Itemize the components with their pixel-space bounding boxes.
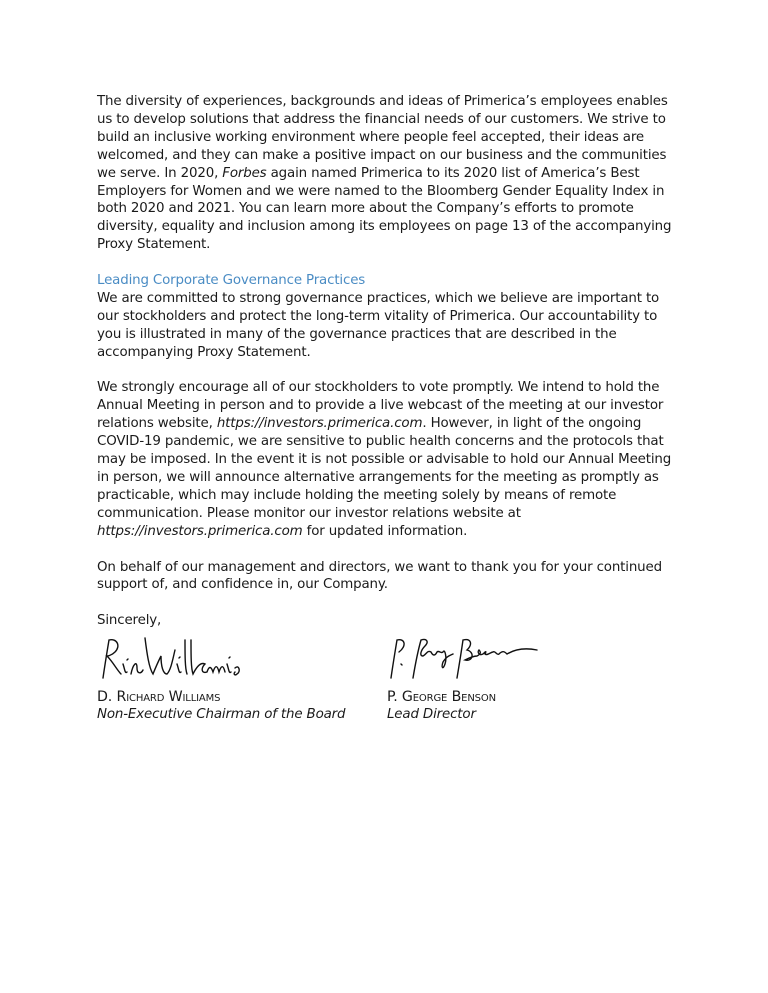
governance-paragraph: We are committed to strong governance practices, which we believe are important to our stockholders and protect the long-term vitality of Primerica. Our accountability to you is illustrated in many of the governance practices that are described in the accompanying Proxy Statement. [97,290,660,360]
text: for updated information. [302,523,468,539]
text: again named Primerica to its 2020 list of America’s Best Employers for Women and we were named to the Bloomberg Gender Equality Index in both 2020 and 2021. You can learn more about the Company’s efforts to promote diversity, equality and inclusion among its employees on page 13 of the accompanying Proxy Statement. [97,165,672,253]
signature-block [97,634,677,724]
forbes-italic: Forbes [222,165,267,181]
closing: Sincerely, [97,613,162,629]
thanks-paragraph: On behalf of our management and directors, we want to thank you for your continued support of, and confidence in, our Company. [97,559,662,593]
text: The diversity of experiences, backgrounds and ideas of Primerica’s employees enables us to develop solutions that address the financial needs of our customers. We strive to build an inclusive working environment where people feel accepted, their ideas are welcomed, and they can make a positive impact on our business and the communities we serve. In 2020, [97,94,668,181]
signature-benson-icon [387,634,547,682]
diversity-paragraph [97,93,677,254]
investor-website-link[interactable]: https://investors.primerica.com [216,416,423,432]
letter-body [97,93,677,724]
signatory-name: D. Richard Williams [97,689,221,706]
signatory-title: Lead Director [387,707,476,723]
signatory-benson [387,634,677,724]
vote-paragraph [97,379,677,540]
signature-williams-icon [97,634,247,682]
text: We strongly encourage all of our stockholders to vote promptly. We intend to hold the Annual Meeting in person and to provide a live webcast of the meeting at our investor relations website, [97,380,664,432]
signatory-williams [97,634,387,724]
signatory-title: Non-Executive Chairman of the Board [97,707,346,723]
governance-heading: Leading Corporate Governance Practices [97,273,366,289]
text: . However, in light of the ongoing COVID-19 pandemic, we are sensitive to public health concerns and the protocols that may be imposed. In the event it is not possible or advisable to hold our Annual Meeting in person, we will announce alternative arrangements for the meeting as promptly as practicable, which may include holding the meeting solely by means of remote communication. Please monitor our investor relations website at [97,416,672,521]
signatory-name: P. George Benson [387,689,496,706]
investor-website-link-2[interactable]: https://investors.primerica.com [97,523,303,539]
